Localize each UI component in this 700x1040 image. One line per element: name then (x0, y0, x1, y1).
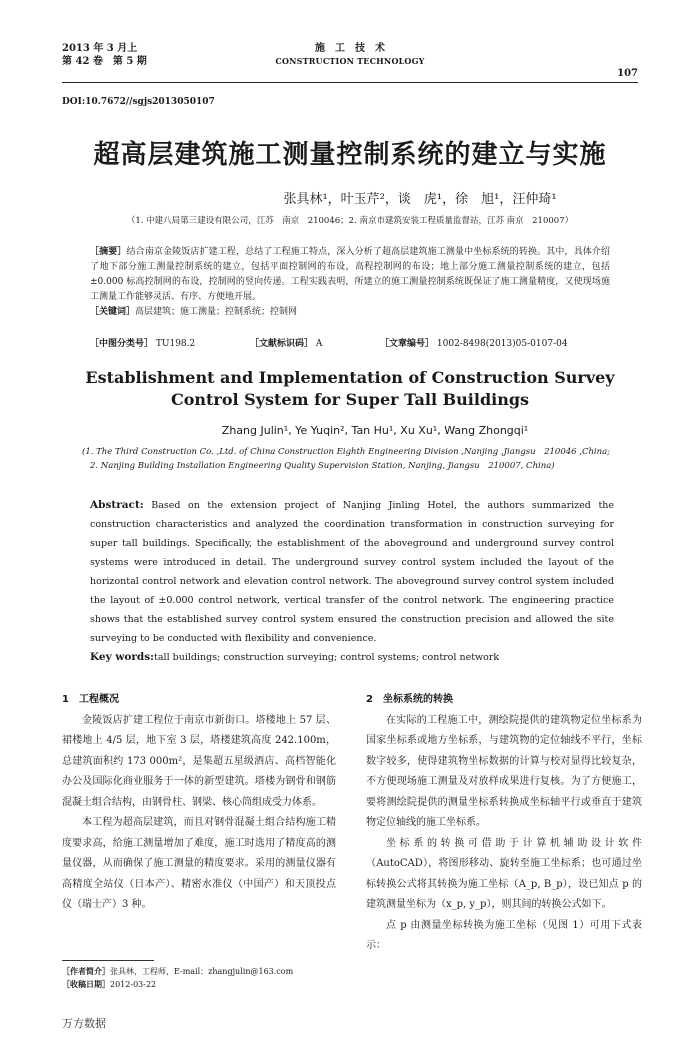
title-en-line1: Establishment and Implementation of Construction Survey (85, 368, 615, 387)
keywords-en-label: Key words: (90, 651, 155, 663)
doi: DOI:10.7672//sgjs2013050107 (62, 97, 215, 107)
keywords-cn-text: 高层建筑；施工测量；控制系统；控制网 (135, 307, 298, 317)
watermark: 万方数据 (62, 1017, 106, 1030)
page-number: 107 (617, 68, 638, 79)
title-en (0, 367, 700, 411)
doc-code-value: A (315, 339, 323, 349)
abstract-en-text: Based on the extension project of Nanjing Jinling Hotel, the authors summarized the construction characteristics and analyzed the coordination transformation in construction surveying for super tall buildings. Specifically, the establishment of the aboveground and underground survey control systems were introduced in detail. The underground survey control system included the layout of the horizontal control network and elevation control network. The aboveground survey control system included the layout of ±0.000 control network, vertical transfer of the control network. The engineering practice shows that the established survey control system ensured the construction precision and allowed the site surveying to be conducted with flexibility and convenience. (90, 500, 614, 644)
footnote-divider (62, 960, 154, 961)
keywords-cn-label: ［关键词］ (90, 307, 136, 317)
affiliation-en-2: 2. Nanjing Building Installation Engineering Quality Supervision Station, Nanjing, Jiangsu 210007, China) (90, 461, 555, 471)
affiliation-en-1: (1. The Third Construction Co. ,Ltd. of China Construction Eighth Engineering Division ,Nanjing ,Jiangsu 210046 ,China; (82, 447, 611, 457)
author-bio-label: ［作者简介］ (62, 966, 110, 976)
journal-name-cn: 施 工 技 术 (315, 43, 385, 54)
authors-cn: 张具林¹，叶玉芹²，谈 虎¹，徐 旭¹，汪仲琦¹ (283, 192, 557, 207)
received-date-label: ［收稿日期］ (62, 979, 110, 989)
abstract-en (90, 496, 614, 648)
abstract-cn-text: 结合南京金陵饭店扩建工程，总结了工程施工特点，深入分析了超高层建筑施工测量中坐标系统的转换。其中，具体介绍了地下部分施工测量控制系统的建立，包括平面控制网的布设，高程控制网的布设；地上部分施工测量控制系统的建立，包括 ±0.000 标高控制网的布设，控制网的竖向传递。工程实践表明，所建立的施工测量控制系统既保证了施工测量精度，又使现场施工测量工作能够灵活、有序、方便地开展。 (90, 247, 610, 302)
affiliation-en (82, 445, 648, 473)
footnote (62, 965, 342, 991)
clc-value: TU198.2 (155, 339, 196, 349)
header-journal (270, 42, 430, 68)
right-column (366, 690, 642, 957)
header-date: 2013 年 3 月上 (62, 43, 138, 54)
article-no-label: ［文章编号］ (380, 339, 435, 349)
abstract-en-label: Abstract: (90, 499, 144, 511)
clc-label: ［中图分类号］ (90, 339, 154, 349)
classification-line (90, 337, 610, 352)
keywords-en-text: tall buildings; construction surveying; control systems; control network (154, 652, 500, 663)
affiliation-cn: （1. 中建八局第三建设有限公司，江苏 南京 210046；2. 南京市建筑安装工程质量监督站，江苏 南京 210007） (126, 216, 574, 226)
author-bio-text: 张具林，工程师，E-mail：zhangjulin@163.com (110, 967, 294, 976)
header-volume: 第 42 卷 第 5 期 (62, 56, 147, 67)
header-issue-info (62, 42, 147, 68)
section-2-paragraph: 在实际的工程施工中，测绘院提供的建筑物定位坐标系为国家坐标系或地方坐标系，与建筑物的定位轴线不平行，坐标数字较多，使得建筑物坐标数据的计算与校对显得比较复杂，不方便现场施工测量及对放样成果进行复核。为了方便施工，要将测绘院提供的测量坐标系转换成坐标轴平行或垂直于建筑物定位轴线的施工坐标系。 (366, 714, 642, 828)
page-title: 超高层建筑施工测量控制系统的建立与实施 (93, 140, 607, 170)
section-1-paragraph: 金陵饭店扩建工程位于南京市新街口。塔楼地上 57 层、裙楼地上 4/5 层，地下室 3 层，塔楼建筑高度 242.100m，总建筑面积约 173 000m²，是集超五星级酒店、高档智能化办公及国际化商业服务于一体的新型建筑。塔楼为钢骨和钢筋混凝土组合结构，由钢骨柱、钢梁、核心筒组成受力体系。 (62, 714, 336, 808)
section-2-paragraph: 点 p 由测量坐标转换为施工坐标（见图 1）可用下式表示： (366, 919, 642, 951)
abstract-cn (90, 245, 610, 320)
doc-code-label: ［文献标识码］ (250, 339, 314, 349)
title-en-line2: Control System for Super Tall Buildings (170, 390, 530, 409)
section-1-heading: 1 工程概况 (62, 694, 119, 705)
keywords-en (90, 650, 614, 665)
header-divider (62, 82, 638, 83)
section-2-paragraph: 坐标系的转换可借助于计算机辅助设计软件（AutoCAD），将图形移动、旋转至施工坐标系；也可通过坐标转换公式将其转换为施工坐标（A_p, B_p），设已知点 p 的建筑测量坐标为（x_p, y_p），则其间的转换公式如下。 (366, 837, 642, 910)
received-date-text: 2012-03-22 (110, 980, 157, 989)
section-2-heading: 2 坐标系统的转换 (366, 694, 453, 705)
section-1-paragraph: 本工程为超高层建筑，而且对钢骨混凝土组合结构施工精度要求高，给施工测量增加了难度，施工时选用了精度高的测量仪器，从而确保了施工测量的精度要求。采用的测量仪器有高精度全站仪（日本产）、精密水准仪（中国产）和天顶投点仪（瑞士产）3 种。 (62, 817, 336, 910)
left-column (62, 690, 336, 916)
authors-en: Zhang Julin¹, Ye Yuqin², Tan Hu¹, Xu Xu¹, Wang Zhongqi¹ (221, 424, 529, 437)
journal-name-en: CONSTRUCTION TECHNOLOGY (275, 56, 425, 66)
article-no-value: 1002-8498(2013)05-0107-04 (436, 339, 568, 349)
abstract-cn-label: ［摘要］ (90, 247, 127, 257)
